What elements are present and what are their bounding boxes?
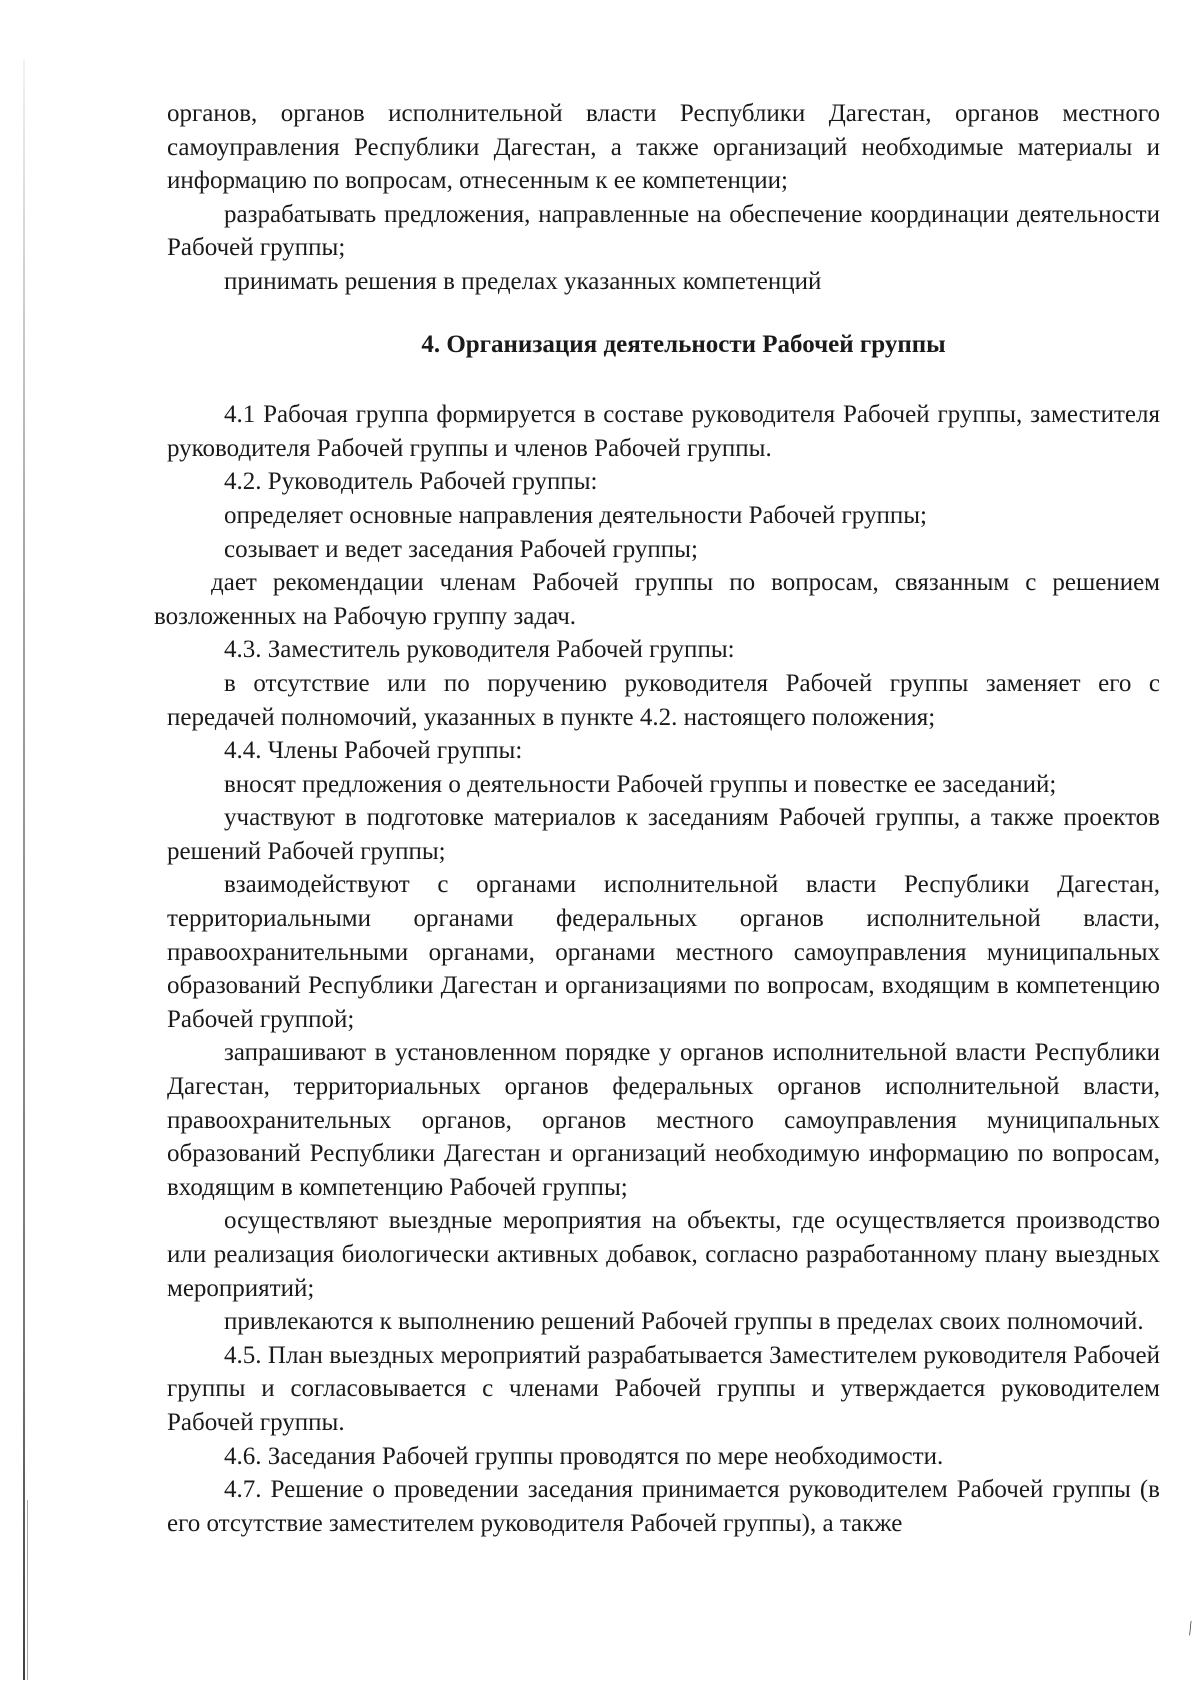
scan-edge-shadow (23, 60, 25, 1680)
paragraph: привлекаются к выполнению решений Рабочей группы в пределах своих полномочий. (224, 1308, 1144, 1336)
paragraph: дает рекомендации членам Рабочей группы по вопросам, связанным с решением возложенных на Рабочую группу задач. (154, 569, 1160, 630)
paragraph: взаимодействуют с органами исполнительной власти Республики Дагестан, территориальными органами федеральных органов исполнительной власти, правоохранительными органами, органами местного самоуправления муниципальных образований Республики Дагестан и организациями по вопросам, входящим в компетенцию Рабочей группой; (167, 871, 1160, 1033)
paragraph: вносят предложения о деятельности Рабочей группы и повестке ее заседаний; (224, 770, 1057, 798)
paragraph: определяет основные направления деятельности Рабочей группы; (224, 501, 927, 529)
paragraph: запрашивают в установленном порядке у органов исполнительной власти Республики Дагестан, территориальных органов федеральных органов исполнительной власти, правоохранительных органов, органов местного самоуправления муниципальных образований Республики Дагестан и организаций необходимую информацию по вопросам, входящим в компетенцию Рабочей группы; (167, 1039, 1160, 1201)
paragraph: разрабатывать предложения, направленные на обеспечение координации деятельности Рабочей группы; (167, 200, 1160, 262)
scan-edge-shadow-inner (27, 1500, 28, 1680)
section-title: 4. Организация деятельности Рабочей группы (421, 330, 946, 358)
paragraph-4-7: 4.7. Решение о проведении заседания принимается руководителем Рабочей группы (в его отсутствие заместителем руководителя Рабочей группы), а также (167, 1476, 1160, 1537)
paragraph-4-1: 4.1 Рабочая группа формируется в составе руководителя Рабочей группы, заместителя руководителя Рабочей группы и членов Рабочей группы. (167, 401, 1160, 462)
paragraph: принимать решения в пределах указанных компетенций (224, 267, 822, 295)
paragraph: участвуют в подготовке материалов к заседаниям Рабочей группы, а также проектов решений Рабочей группы; (167, 804, 1160, 865)
paragraph: осуществляют выездные мероприятия на объекты, где осуществляется производство или реализация биологически активных добавок, согласно разработанному плану выездных мероприятий; (167, 1207, 1160, 1302)
corner-pen-mark: ⁄ (1183, 1618, 1197, 1638)
paragraph: органов, органов исполнительной власти Республики Дагестан, органов местного самоуправления Республики Дагестан, а также организаций необходимые материалы и информацию по вопросам, отнесенным к ее компетенции; (167, 100, 1160, 195)
paragraph-4-3: 4.3. Заместитель руководителя Рабочей группы: (224, 636, 735, 664)
paragraph-4-6: 4.6. Заседания Рабочей группы проводятся по мере необходимости. (224, 1442, 944, 1470)
document-body (154, 97, 1160, 1540)
paragraph-4-5: 4.5. План выездных мероприятий разрабатывается Заместителем руководителя Рабочей группы и согласовывается с членами Рабочей группы и утверждается руководителем Рабочей группы. (167, 1341, 1160, 1436)
paragraph-4-4: 4.4. Члены Рабочей группы: (224, 737, 523, 765)
paragraph: созывает и ведет заседания Рабочей группы; (224, 535, 698, 563)
paragraph-4-2: 4.2. Руководитель Рабочей группы: (224, 468, 598, 496)
paragraph: в отсутствие или по поручению руководителя Рабочей группы заменяет его с передачей полномочий, указанных в пункте 4.2. настоящего положения; (167, 669, 1160, 731)
